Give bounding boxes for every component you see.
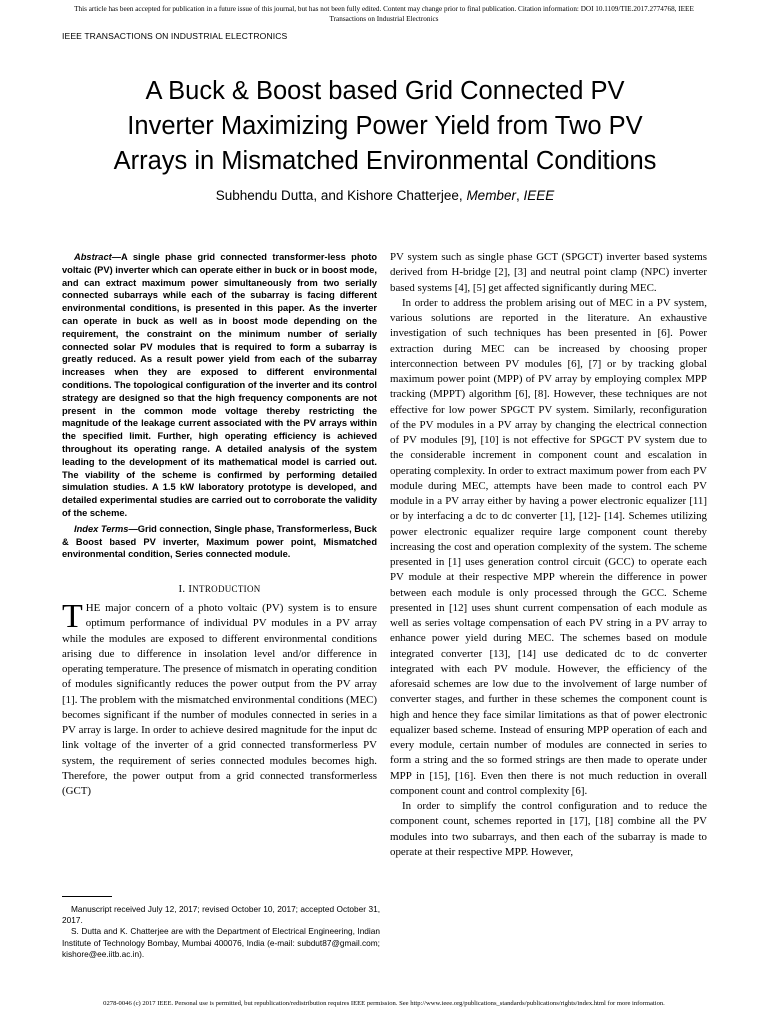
footnote-manuscript: Manuscript received July 12, 2017; revised October 10, 2017; accepted October 31, 2017. [62, 904, 380, 926]
footnotes [62, 904, 380, 960]
intro-paragraph-1 [62, 598, 377, 799]
publication-notice-line1: This article has been accepted for publication in a future issue of this journal, but has not been fully edited. Content may change prior to final publication. Citation information: DOI 10.1109/TIE.2017.2774768, IEEE [74, 5, 694, 13]
authors-names: Subhendu Dutta, and Kishore Chatterjee, [215, 188, 463, 203]
right-paragraph-1: PV system such as single phase GCT (SPGCT) inverter based systems derived from H-bridge [2], [3] and neutral point clamp (NPC) inverter based systems [4], [5] get affected significantly during MEC. [390, 251, 707, 294]
title-line-1: A Buck & Boost based Grid Connected PV [145, 77, 625, 105]
title-line-2: Inverter Maximizing Power Yield from Two PV [127, 112, 643, 140]
index-terms-label: Index Terms [74, 523, 129, 534]
section-number: I. [178, 583, 186, 596]
journal-header: IEEE TRANSACTIONS ON INDUSTRIAL ELECTRONICS [62, 31, 288, 41]
footnote-rule [62, 896, 112, 897]
publication-notice-line2: Transactions on Industrial Electronics [329, 15, 439, 23]
intro-first-word: HE [85, 602, 101, 615]
authors-ieee: IEEE [523, 188, 555, 203]
abstract-text: —A single phase grid connected transformer-less photo voltaic (PV) inverter which can operate either in buck or in boost mode, and can extract maximum power simultaneously from two serially connected subarrays while each of the subarray is facing different environmental conditions, is presented in this paper. As the inverter can operate in buck as well as in boost mode depending on the requirement, the constraint on the minimum number of serially connected solar PV modules that is required to form a subarray is greatly reduced. As a result power yield from each of the subarray increases when they are exposed to different environmental conditions. The topological configuration of the inverter and its control strategy are designed so that the high frequency components are not present in the common mode voltage thereby restricting the magnitude of the leakage current associated with the PV arrays within the specified limit. Further, high operating efficiency is achieved throughout its operating range. A detailed analysis of the system leading to the development of its mathematical model is carried out. The viability of the scheme is confirmed by performing detailed simulation studies. A 1.5 kW laboratory prototype is developed, and detailed experimental studies are carried out to corroborate the validity of the scheme. [62, 252, 377, 518]
index-terms-text: —Grid connection, Single phase, Transformerless, Buck & Boost based PV inverter, Maximum power point, Mismatched environmental condition, Series connected module. [62, 523, 377, 560]
author-line: Subhendu Dutta, and Kishore Chatterjee, Member, IEEE [215, 188, 555, 203]
abstract [62, 251, 377, 520]
title-line-3: Arrays in Mismatched Environmental Conditions [113, 147, 657, 175]
publication-notice [0, 4, 768, 24]
right-paragraph-3: In order to simplify the control configuration and to reduce the component count, schemes reported in [17], [18] combine all the PV modules into two subarrays, and then each of the subarray is made to operate at their respective MPP. However, [390, 800, 707, 858]
section-rest: NTRODUCTION [192, 584, 261, 595]
intro-paragraph-1-text: major concern of a photo voltaic (PV) system is to ensure optimum performance of individual PV modules in a PV array while the modules are exposed to different environmental conditions arising due to difference in insolation level and/or difference in operating temperature. The presence of mismatch in operating condition of modules significantly reduces the power output from the PV array [1]. The problem with the mismatched environmental conditions (MEC) becomes significant if the number of modules connected in series in a PV array is large. In order to achieve desired magnitude for the input dc link voltage of the inverter of a grid connected transformerless PV system, the requirement of series connected modules becomes high. Therefore, the power output from a grid connected transformerless (GCT) [62, 602, 377, 798]
copyright-notice: 0278-0046 (c) 2017 IEEE. Personal use is permitted, but republication/redistribution requires IEEE permission. See http://www.ieee.org/publications_standards/publications/rights/index.html for more information. [103, 1000, 665, 1007]
right-paragraph-2: In order to address the problem arising out of MEC in a PV system, various solutions are reported in the literature. An exhaustive investigation of such techniques has been presented in [6]. Power extraction during MEC can be increased by choosing proper interconnection between PV modules [6], [7] or by tracking global maximum power point (MPP) of PV array by employing complex MPP tracking (MPPT) algorithm [6], [8]. However, these techniques are not effective for low power SPGCT PV system. Similarly, reconfiguration of the PV modules in a PV array by changing the electrical connection of PV modules [9], [10] is not effective for SPGCT PV system due to the considerable increment in component count and escalation in operating complexity. In order to extract maximum power from each PV module during MEC, attempts have been made to control each PV module in a PV array either by having a power electronic equalizer [11] or by interfacing a dc to dc converter [1], [12]- [14]. Schemes utilizing power electronic equalizer require large component count thereby increasing the cost and operation complexity of the system. The scheme presented in [1] uses generation control circuit (GCC) to operate each PV module at their respective MPP wherein the difference in power between each module is only processed through the GCC. Scheme presented in [12] uses shunt current compensation of each module as well as series voltage compensation of each PV string in a PV array to enhance power yield during MEC. The schemes based on module integrated converter [13], [14] use dedicated dc to dc converter integrated with each PV module. However, the efficiency of the aforesaid schemes are low due to the involvement of large number of converter stages, and further in these schemes the component count is high and hence they face similar limitations as that of power electronic equalizer based scheme. Instead of ensuring MPP operation of each and every module, certain number of modules are connected in series to form a string and the so formed strings are then made to operate under MPP in [15], [16]. Even then there is not much reduction in overall component count and control complexity [6]. [390, 296, 707, 797]
section-heading-introduction [62, 583, 377, 595]
paper-title [40, 74, 730, 179]
right-column [390, 250, 707, 860]
section-first-letter: I [188, 583, 193, 596]
index-terms [62, 523, 377, 561]
authors-member: Member [466, 188, 516, 203]
abstract-label: Abstract [74, 252, 112, 262]
drop-cap: T [62, 598, 83, 636]
footnote-affiliation: S. Dutta and K. Chatterjee are with the Department of Electrical Engineering, Indian Institute of Technology Bombay, Mumbai 400076, India (e-mail: subdut87@gmail.com; kishore@ee.iitb.ac.in). [62, 926, 380, 959]
left-column [62, 251, 377, 799]
